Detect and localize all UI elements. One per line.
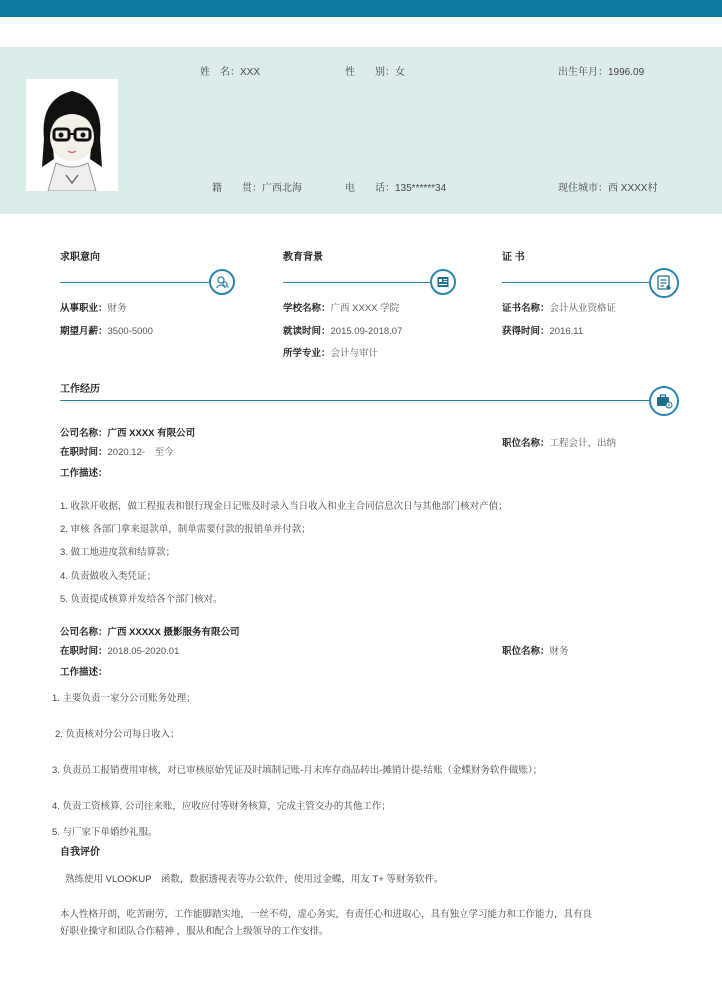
briefcase-icon: [655, 392, 673, 410]
certificate-icon: [655, 274, 673, 292]
job2-period-label: 在职时间：: [60, 646, 108, 657]
job1-item: 1. 收款开收据，做工程报表和银行现金日记账及时录入当日收入和业主合同信息次日与其他部门核对产值；: [60, 501, 508, 512]
job2-position-label: 职位名称：: [502, 646, 550, 657]
cert-date-row: [502, 321, 583, 339]
job2-item: 4. 负责工资核算, 公司往来账，应收应付等财务核算，完成主管交办的其他工作；: [52, 801, 391, 812]
salary-label: 期望月薪：: [60, 326, 108, 337]
cert-name-row: [502, 298, 616, 316]
job1-period-label: 在职时间：: [60, 447, 108, 458]
job1-company-value: 广西 XXXX 有限公司: [107, 428, 196, 439]
native-value: 广西北海: [262, 183, 302, 194]
work-title: 工作经历: [60, 384, 100, 395]
profile-photo: [26, 79, 118, 191]
study-period-label: 就读时间：: [283, 326, 331, 337]
native-field: [212, 179, 302, 194]
native-label: 籍 贯：: [212, 183, 262, 194]
job2-period-row: [60, 641, 179, 659]
job1-desc-label: 工作描述：: [60, 468, 108, 479]
job2-item: 5. 与厂家下单婚纱礼服。: [52, 827, 158, 838]
job1-item: 3. 做工地进度款和结算款；: [60, 547, 176, 558]
phone-value: 135******34: [395, 183, 447, 194]
job2-company-row: [60, 622, 239, 640]
job1-position-row: [502, 433, 616, 451]
job1-period-value: 2020.12- 至今: [107, 447, 174, 458]
school-row: [283, 298, 399, 316]
job-value: 财务: [107, 303, 127, 314]
job2-item: 2. 负责核对分公司每日收入；: [55, 729, 180, 740]
work-icon-circle: [649, 386, 679, 416]
cert-date-value: 2016.11: [549, 326, 584, 337]
phone-label: 电 话：: [345, 183, 395, 194]
cert-name-label: 证书名称：: [502, 303, 550, 314]
job1-company-row: [60, 423, 195, 441]
birth-value: 1996.09: [608, 67, 645, 78]
gender-label: 性 别：: [345, 67, 395, 78]
intent-divider: [60, 282, 210, 283]
certificate-divider: [502, 282, 650, 283]
job2-period-value: 2018.05-2020.01: [107, 646, 180, 657]
self-eval-title: 自我评价: [60, 847, 100, 858]
self-eval-paragraph: 好职业操守和团队合作精神 ，服从和配合上级领导的工作安排。: [60, 926, 329, 937]
job2-item: 3. 负责员工报销费用审核，对已审核原始凭证及时填制记账-月末库存商品转出-摊销计提-结账（金蝶财务软件做账）；: [52, 765, 543, 776]
education-divider: [283, 282, 431, 283]
self-eval-paragraph: 熟练使用 VLOOKUP 函数，数据透视表等办公软件，使用过金蝶，用友 T+ 等财务软件。: [65, 874, 444, 885]
job2-desc-label: 工作描述：: [60, 667, 108, 678]
name-label: 姓 名：: [200, 67, 240, 78]
study-period-value: 2015.09-2018.07: [330, 326, 403, 337]
study-period-row: [283, 321, 402, 339]
education-icon: [436, 275, 450, 289]
birth-field: [558, 63, 644, 78]
gender-value: 女: [395, 67, 405, 78]
certificate-title: 证 书: [502, 252, 525, 263]
job-row: [60, 298, 127, 316]
work-divider: [60, 400, 650, 401]
job1-item: 2. 审核 各部门拿来退款单，制单需要付款的报销单并付款；: [60, 524, 311, 535]
city-field: [558, 179, 657, 194]
job1-item: 4. 负责做收入类凭证；: [60, 571, 157, 582]
birth-label: 出生年月：: [558, 67, 608, 78]
cert-date-label: 获得时间：: [502, 326, 550, 337]
major-label: 所学专业：: [283, 348, 331, 359]
name-value: XXX: [240, 67, 261, 78]
job1-position-value: 工程会计、出纳: [549, 438, 617, 449]
major-value: 会计与审计: [330, 348, 379, 359]
job2-company-label: 公司名称：: [60, 627, 108, 638]
job1-period-row: [60, 442, 174, 460]
school-value: 广西 XXXX 学院: [330, 303, 400, 314]
search-person-icon: [215, 275, 229, 289]
job2-company-value: 广西 XXXXX 摄影服务有限公司: [107, 627, 240, 638]
job1-position-label: 职位名称：: [502, 438, 550, 449]
education-title: 教育背景: [283, 252, 323, 263]
certificate-icon-circle: [649, 268, 679, 298]
salary-row: [60, 321, 153, 339]
name-field: [200, 63, 260, 78]
job1-company-label: 公司名称：: [60, 428, 108, 439]
intent-title: 求职意向: [60, 252, 100, 263]
job1-item: 5. 负责提成核算并发给各个部门核对。: [60, 594, 223, 605]
job2-position-row: [502, 641, 569, 659]
city-value: 西 XXXX村: [608, 183, 658, 194]
job2-position-value: 财务: [549, 646, 569, 657]
cert-name-value: 会计从业资格证: [549, 303, 617, 314]
top-accent-bar: [0, 0, 722, 17]
major-row: [283, 343, 378, 361]
city-label: 现住城市：: [558, 183, 608, 194]
salary-value: 3500-5000: [107, 326, 153, 337]
gender-field: [345, 63, 405, 78]
intent-icon-circle: [209, 269, 235, 295]
job2-item: 1. 主要负责一家分公司账务处理；: [52, 693, 196, 704]
education-icon-circle: [430, 269, 456, 295]
school-label: 学校名称：: [283, 303, 331, 314]
job-label: 从事职业：: [60, 303, 108, 314]
self-eval-paragraph: 本人性格开朗，吃苦耐劳，工作能脚踏实地，一丝不苟，虚心务实，有责任心和进取心，具有独立学习能力和工作能力，具有良: [60, 909, 593, 920]
phone-field: [345, 179, 446, 194]
